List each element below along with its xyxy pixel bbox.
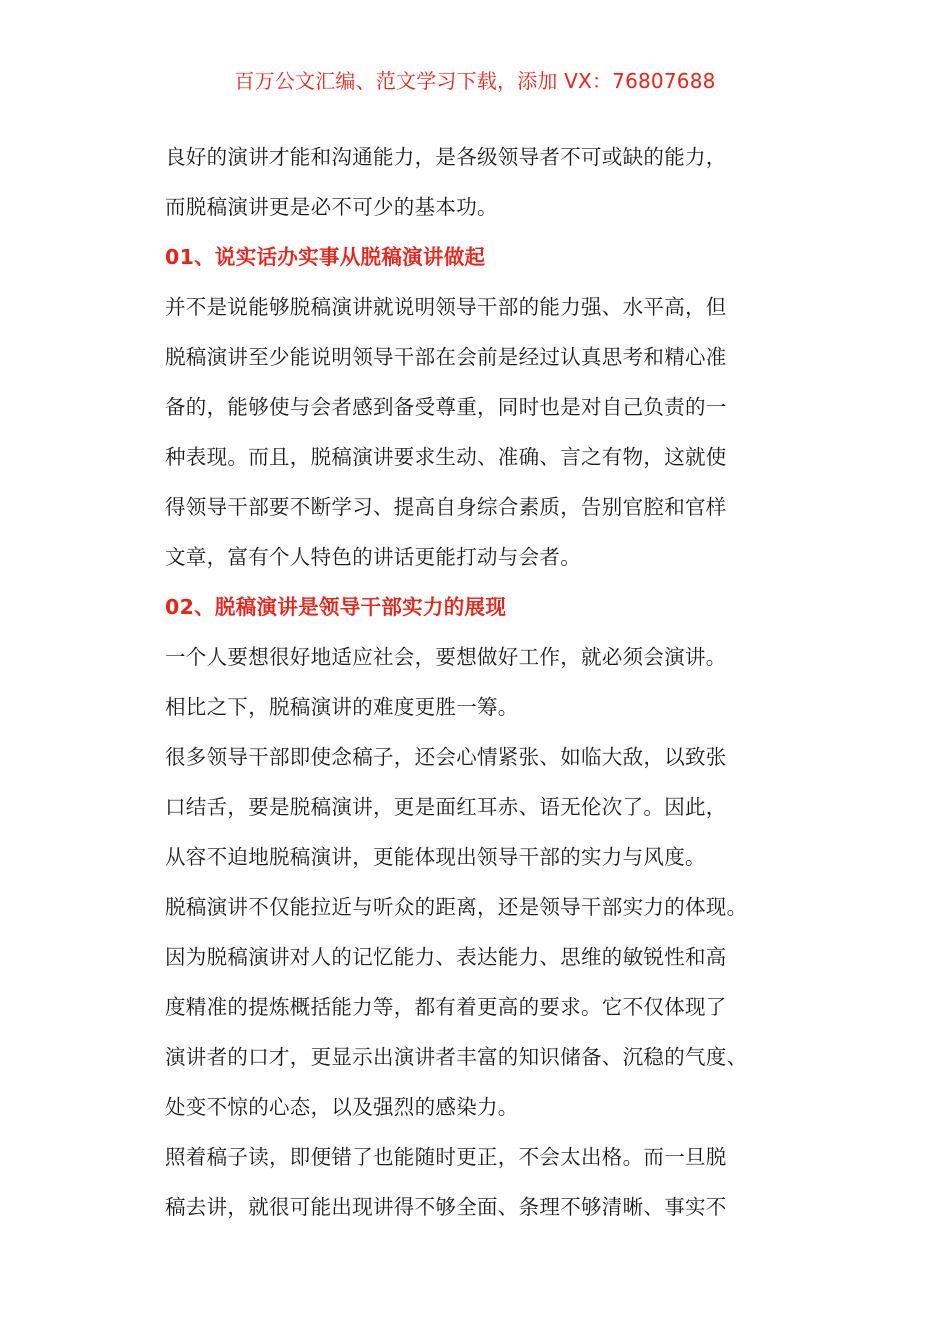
paragraph-line: 相比之下，脱稿演讲的难度更胜一筹。 <box>165 695 519 719</box>
section-heading-01: 01、说实话办实事从脱稿演讲做起 <box>165 245 486 269</box>
paragraph-line: 口结舌，要是脱稿演讲，更是面红耳赤、语无伦次了。因此， <box>165 795 727 819</box>
paragraph-line: 并不是说能够脱稿演讲就说明领导干部的能力强、水平高，但 <box>165 295 727 319</box>
section-heading-02: 02、脱稿演讲是领导干部实力的展现 <box>165 595 507 619</box>
paragraph-line: 很多领导干部即使念稿子，还会心情紧张、如临大敌，以致张 <box>165 745 727 769</box>
paragraph-line: 一个人要想很好地适应社会，要想做好工作，就必须会演讲。 <box>165 645 727 669</box>
paragraph-line: 照着稿子读，即便错了也能随时更正，不会太出格。而一旦脱 <box>165 1145 727 1169</box>
paragraph-line: 得领导干部要不断学习、提高自身综合素质，告别官腔和官样 <box>165 495 727 519</box>
paragraph-line: 从容不迫地脱稿演讲，更能体现出领导干部的实力与风度。 <box>165 845 706 869</box>
paragraph-line: 而脱稿演讲更是必不可少的基本功。 <box>165 195 498 219</box>
paragraph-line: 脱稿演讲至少能说明领导干部在会前是经过认真思考和精心准 <box>165 345 727 369</box>
paragraph-line: 度精准的提炼概括能力等，都有着更高的要求。它不仅体现了 <box>165 995 727 1019</box>
paragraph-line: 良好的演讲才能和沟通能力，是各级领导者不可或缺的能力， <box>165 145 727 169</box>
paragraph-line: 脱稿演讲不仅能拉近与听众的距离，还是领导干部实力的体现。 <box>165 895 748 919</box>
paragraph-line: 处变不惊的心态，以及强烈的感染力。 <box>165 1095 519 1119</box>
paragraph-line: 演讲者的口才，更显示出演讲者丰富的知识储备、沉稳的气度、 <box>165 1045 748 1069</box>
article-body <box>165 132 805 1232</box>
paragraph-line: 稿去讲，就很可能出现讲得不够全面、条理不够清晰、事实不 <box>165 1195 727 1219</box>
paragraph-line: 因为脱稿演讲对人的记忆能力、表达能力、思维的敏锐性和高 <box>165 945 727 969</box>
paragraph-line: 备的，能够使与会者感到备受尊重，同时也是对自己负责的一 <box>165 395 727 419</box>
header-watermark-note: 百万公文汇编、范文学习下载，添加 VX：76807688 <box>234 69 716 93</box>
paragraph-line: 种表现。而且，脱稿演讲要求生动、准确、言之有物，这就使 <box>165 445 727 469</box>
paragraph-line: 文章，富有个人特色的讲话更能打动与会者。 <box>165 545 581 569</box>
